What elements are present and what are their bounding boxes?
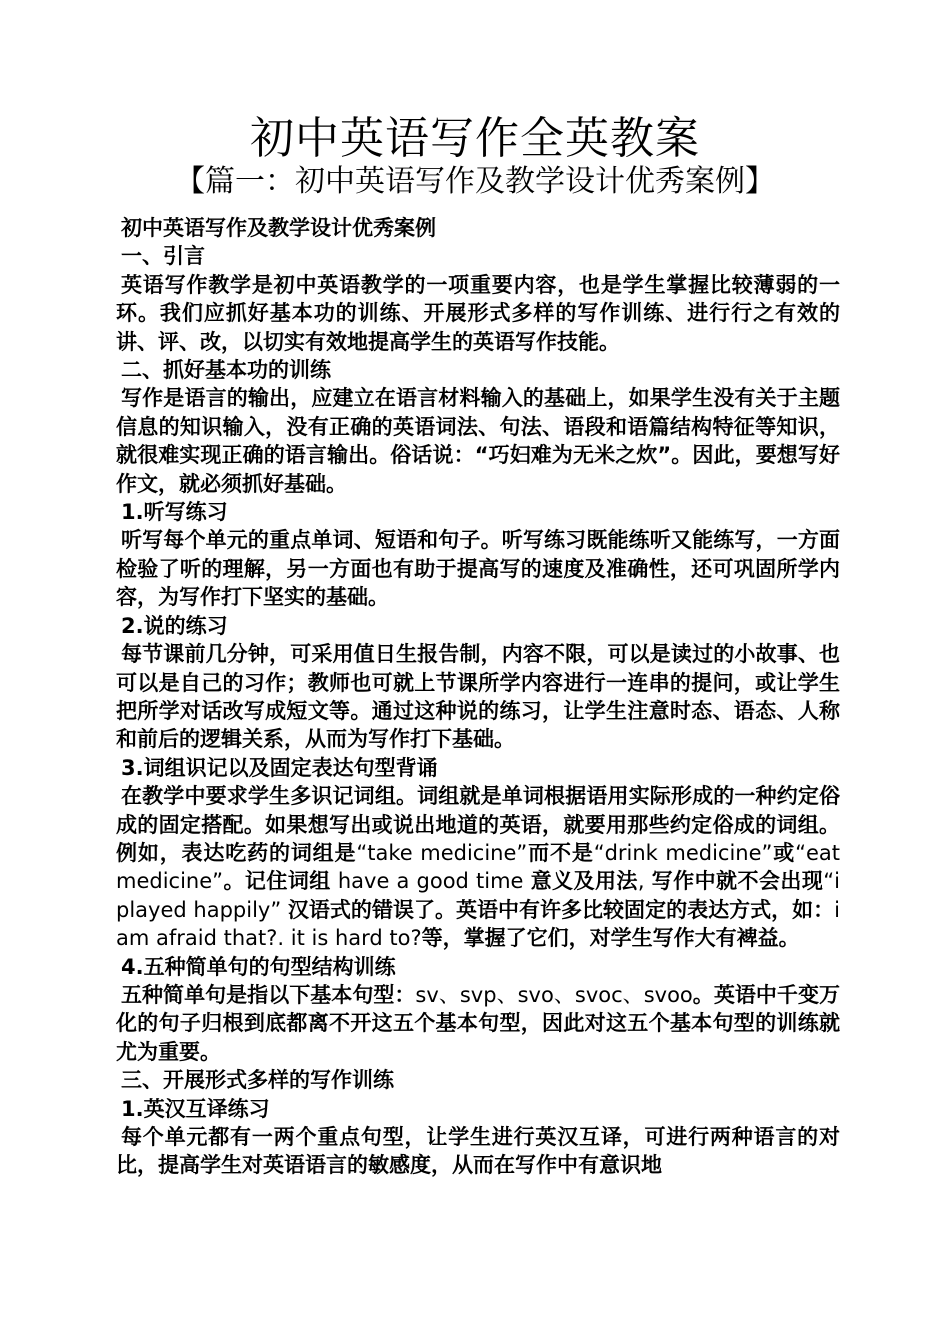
- section-2-3-heading: 3.词组识记以及固定表达句型背诵: [121, 755, 438, 780]
- section-2-4-heading: 4.五种简单句的句型结构训练: [121, 954, 396, 979]
- document-subtitle: 【篇一：初中英语写作及教学设计优秀案例】: [175, 164, 775, 199]
- english-run: “drink medicine”: [593, 840, 773, 865]
- text-run: 。英语中千变万化的句子归根到底都离不开这五个基本句型，因此对这五个基本句型的训练就尤为重要。: [116, 982, 840, 1064]
- english-run: ,: [637, 869, 652, 894]
- section-2-1-heading: 1.听写练习: [121, 500, 228, 525]
- section-2-3-paragraph: [116, 782, 840, 952]
- doc-heading: 初中英语写作及教学设计优秀案例: [121, 216, 436, 240]
- section-1-heading: 一、引言: [121, 244, 205, 269]
- text-run: 写作中就不会出现: [651, 869, 824, 894]
- section-2-heading: 二、抓好基本功的训练: [121, 358, 331, 383]
- text-run: 或: [772, 840, 796, 865]
- section-2-1-paragraph: 听写每个单元的重点单词、短语和句子。听写练习既能练听又能练写，一方面检验了听的理解，另一方面也有助于提高写的速度及准确性，还可巩固所学内容，为写作打下坚实的基础。: [116, 528, 840, 610]
- english-run: have a good time: [330, 869, 531, 894]
- english-run: “i played happily”: [116, 869, 841, 922]
- english-run: “take medicine”: [356, 840, 528, 865]
- section-2-2-paragraph: 每节课前几分钟，可采用值日生报告制，内容不限，可以是读过的小故事、也可以是自己的习作；教师也可就上节课所学内容进行一连串的提问，或让学生把所学对话改写成短文等。通过这种说的练习，让学生注意时态、语态、人称和前后的逻辑关系，从而为写作打下基础。: [116, 642, 840, 752]
- section-1-paragraph: 英语写作教学是初中英语教学的一项重要内容，也是学生掌握比较薄弱的一环。我们应抓好基本功的训练、开展形式多样的写作训练、进行行之有效的讲、评、改，以切实有效地提高学生的英语写作技能。: [116, 272, 840, 354]
- text-run: 汉语式的错误了。英语中有许多比较固定的表达方式，如：: [287, 897, 835, 922]
- english-run: i am afraid that?. it is hard to?: [116, 897, 840, 951]
- english-run: “eat medicine”: [116, 840, 841, 894]
- section-2-4-paragraph: [116, 981, 840, 1066]
- text-run: 五种简单句是指以下基本句型：: [121, 982, 416, 1007]
- text-run: 意义及用法: [530, 869, 638, 894]
- section-2-paragraph: 写作是语言的输出，应建立在语言材料输入的基础上，如果学生没有关于主题信息的知识输入，没有正确的英语词法、句法、语段和语篇结构特征等知识，就很难实现正确的语言输出。俗话说：“巧妇难为无米之炊”。因此，要想写好作文，就必须抓好基础。: [116, 386, 840, 496]
- text-run: 而不是: [527, 840, 594, 865]
- document-body: [116, 214, 840, 1180]
- document-title: 初中英语写作全英教案: [250, 113, 700, 164]
- english-run: sv、svp、svo、svoc、svoo: [415, 982, 693, 1007]
- text-run: 。记住词组: [223, 869, 331, 894]
- section-3-1-heading: 1.英汉互译练习: [121, 1096, 270, 1121]
- text-run: 在教学中要求学生多识记词组。词组就是单词根据语用实际形成的一种约定俗成的固定搭配。如果想写出或说出地道的英语，就要用那些约定俗成的词组。例如，表达吃药的词组是: [116, 784, 840, 865]
- section-3-heading: 三、开展形式多样的写作训练: [121, 1068, 394, 1093]
- text-run: 等，掌握了它们，对学生写作大有裨益。: [421, 926, 800, 951]
- section-2-2-heading: 2.说的练习: [121, 613, 228, 638]
- section-3-1-paragraph: 每个单元都有一两个重点句型，让学生进行英汉互译，可进行两种语言的对比，提高学生对英语语言的敏感度，从而在写作中有意识地: [116, 1125, 840, 1178]
